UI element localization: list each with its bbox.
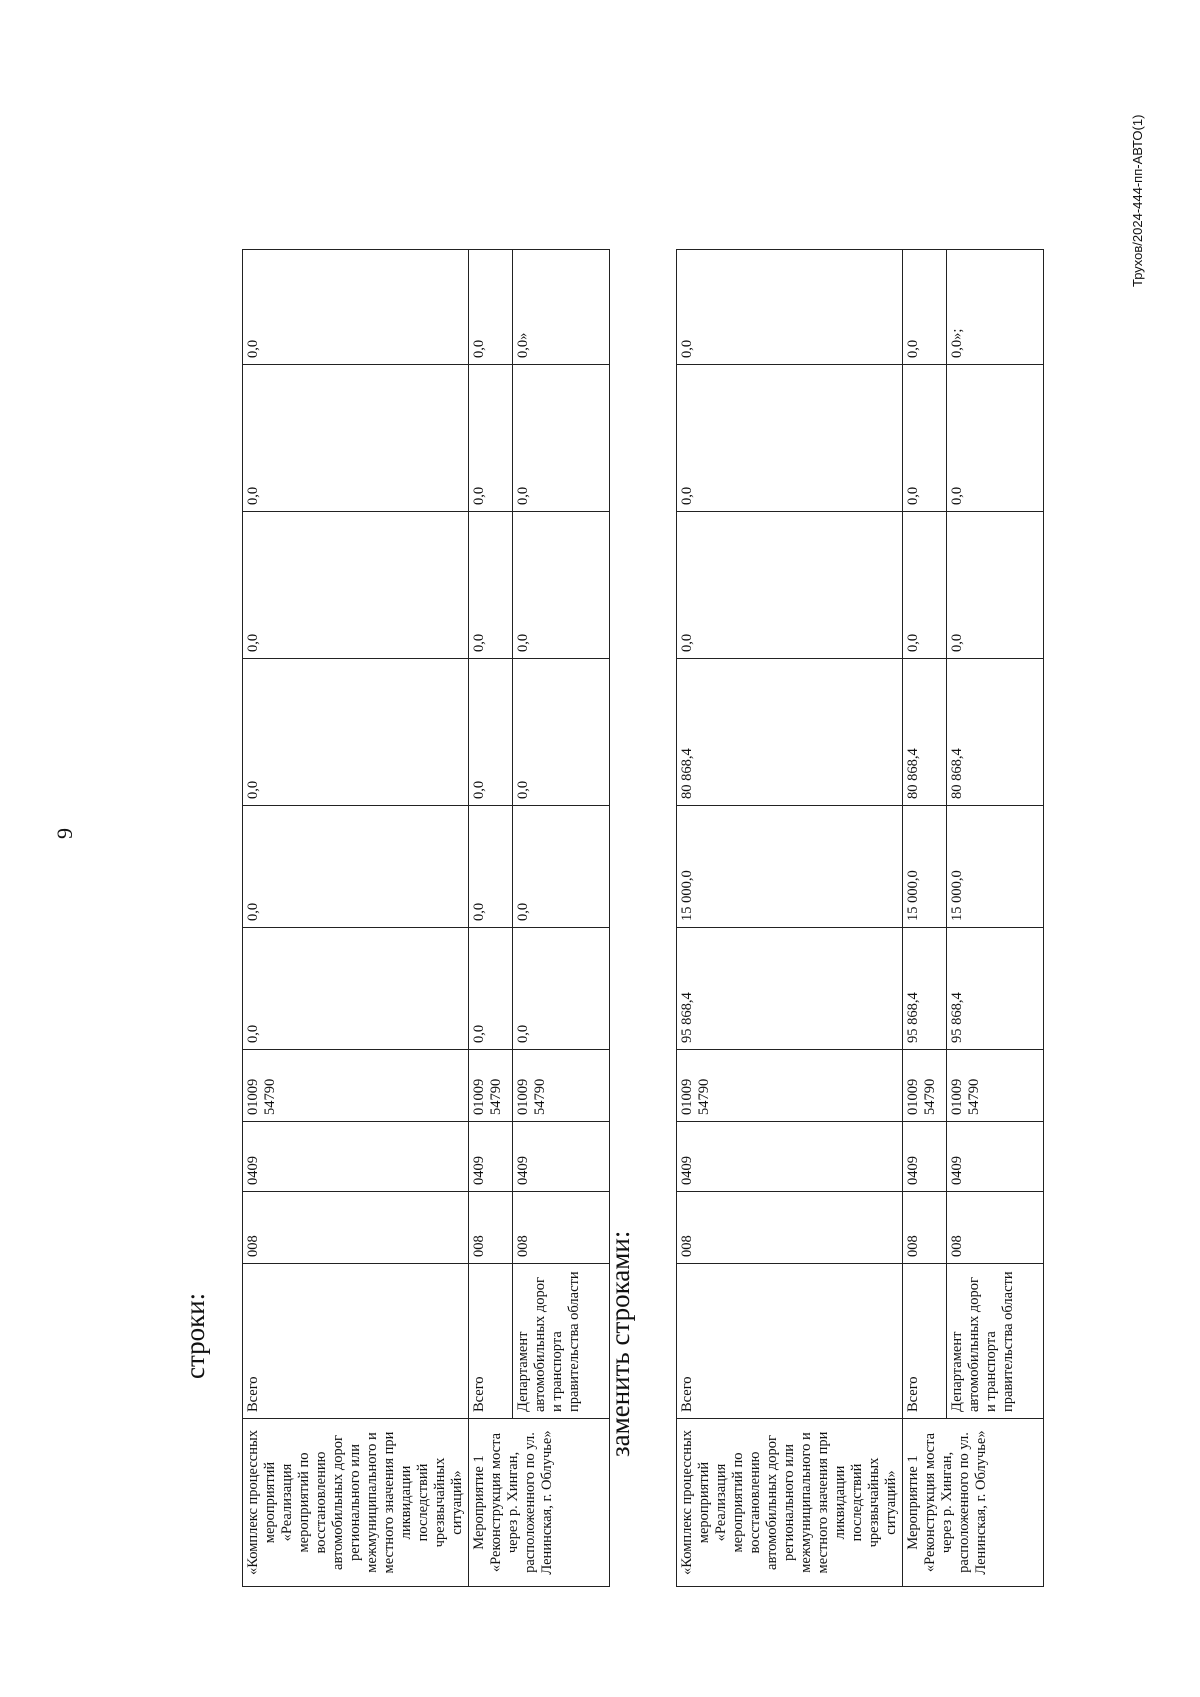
cell-value: 0,0: [469, 512, 513, 659]
cell-executor: Департамент автомобильных дорог и транспорта правительства области: [513, 1264, 610, 1419]
cell-value: 0,0: [513, 659, 610, 806]
cell-value: 0,0: [947, 512, 1044, 659]
cell-executor: Всего: [469, 1264, 513, 1419]
cell-value: 0,0: [469, 365, 513, 512]
cell-value: 0,0»: [513, 250, 610, 365]
table-row: [469, 250, 513, 1587]
cell-target: 01009 54790: [513, 1050, 610, 1122]
cell-executor: Всего: [903, 1264, 947, 1419]
cell-grbs: 008: [469, 1192, 513, 1264]
cell-value: 0,0: [677, 512, 903, 659]
cell-value: 0,0: [903, 250, 947, 365]
cell-value: 0,0: [903, 365, 947, 512]
cell-value: 0,0: [243, 365, 469, 512]
cell-executor: Всего: [677, 1264, 903, 1419]
document-footer-code: Трухов/2024-444-пп-АВТО(1): [1130, 114, 1145, 287]
cell-section: 0409: [947, 1122, 1044, 1192]
cell-grbs: 008: [947, 1192, 1044, 1264]
cell-value: 0,0: [469, 250, 513, 365]
cell-value: 0,0: [243, 250, 469, 365]
cell-grbs: 008: [677, 1192, 903, 1264]
cell-value: 0,0: [947, 365, 1044, 512]
cell-target: 01009 54790: [243, 1050, 469, 1122]
cell-value: 0,0: [903, 512, 947, 659]
cell-value: 0,0: [243, 659, 469, 806]
cell-value: 15 000,0: [947, 806, 1044, 928]
cell-value: 80 868,4: [677, 659, 903, 806]
cell-value: 0,0: [513, 365, 610, 512]
cell-value: 15 000,0: [903, 806, 947, 928]
cell-value: 0,0: [469, 659, 513, 806]
cell-value: 0,0: [513, 512, 610, 659]
cell-value: 15 000,0: [677, 806, 903, 928]
cell-target: 01009 54790: [903, 1050, 947, 1122]
cell-grbs: 008: [513, 1192, 610, 1264]
table-row: [243, 250, 469, 1587]
cell-executor: Всего: [243, 1264, 469, 1419]
cell-target: 01009 54790: [677, 1050, 903, 1122]
cell-value: 0,0»;: [947, 250, 1044, 365]
cell-value: 95 868,4: [947, 928, 1044, 1050]
cell-section: 0409: [243, 1122, 469, 1192]
cell-value: 0,0: [243, 806, 469, 928]
cell-value: 0,0: [469, 928, 513, 1050]
table-row: [903, 250, 947, 1587]
cell-section: 0409: [677, 1122, 903, 1192]
table-row: [513, 250, 610, 1587]
cell-value: 95 868,4: [903, 928, 947, 1050]
section-heading-replace: заменить строками:: [605, 1230, 635, 1457]
cell-value: 0,0: [677, 250, 903, 365]
cell-value: 0,0: [243, 512, 469, 659]
cell-name: «Комплекс процессных мероприятий «Реализация мероприятий по восстановлению автомобильных дорог регионального или межмуниципального и местного значения при ликвидации последствий чрезвычайных ситуаций»: [243, 1419, 469, 1587]
cell-section: 0409: [513, 1122, 610, 1192]
cell-grbs: 008: [243, 1192, 469, 1264]
table-row: [677, 250, 903, 1587]
table-new-rows: [676, 249, 1044, 1587]
page-number: 9: [52, 828, 77, 839]
cell-value: 0,0: [677, 365, 903, 512]
cell-grbs: 008: [903, 1192, 947, 1264]
cell-value: 0,0: [469, 806, 513, 928]
cell-value: 80 868,4: [947, 659, 1044, 806]
cell-value: 0,0: [243, 928, 469, 1050]
cell-value: 95 868,4: [677, 928, 903, 1050]
cell-value: 0,0: [513, 806, 610, 928]
table-row: [947, 250, 1044, 1587]
section-heading-rows: строки:: [180, 1292, 210, 1379]
cell-value: 0,0: [513, 928, 610, 1050]
cell-target: 01009 54790: [947, 1050, 1044, 1122]
cell-section: 0409: [469, 1122, 513, 1192]
cell-executor: Департамент автомобильных дорог и транспорта правительства области: [947, 1264, 1044, 1419]
cell-target: 01009 54790: [469, 1050, 513, 1122]
cell-name: Мероприятие 1 «Реконструкция моста через р. Хинган, расположенного по ул. Ленинская, г. Облучье»: [469, 1419, 610, 1587]
cell-name: «Комплекс процессных мероприятий «Реализация мероприятий по восстановлению автомобильных дорог регионального или межмуниципального и местного значения при ликвидации последствий чрезвычайных ситуаций»: [677, 1419, 903, 1587]
cell-value: 80 868,4: [903, 659, 947, 806]
cell-name: Мероприятие 1 «Реконструкция моста через р. Хинган, расположенного по ул. Ленинская, г. Облучье»: [903, 1419, 1044, 1587]
table-old-rows: [242, 249, 610, 1587]
cell-section: 0409: [903, 1122, 947, 1192]
